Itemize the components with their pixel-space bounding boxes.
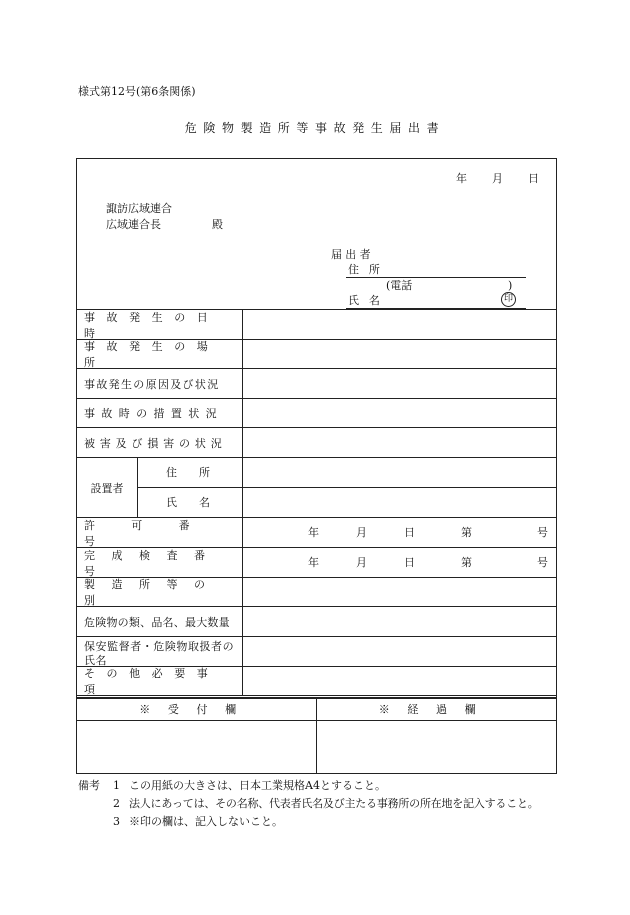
- label-facility-type: 製造所等の別: [84, 578, 222, 607]
- date-month: 月: [492, 172, 503, 185]
- row-divider: [137, 487, 556, 488]
- note-text: 法人にあっては、その名称、代表者氏名及び主たる事務所の所在地を記入すること。: [129, 797, 539, 810]
- inspection-go: 号: [537, 556, 548, 569]
- seal-mark: 印: [501, 292, 516, 307]
- address-underline: [346, 277, 526, 278]
- label-cause-status: 事故発生の原因及び状況: [84, 377, 220, 391]
- note-text: ※印の欄は、記入しないこと。: [129, 815, 283, 828]
- installer-column-divider: [137, 457, 138, 517]
- applicant-label: 届出者: [331, 248, 374, 261]
- permit-year: 年: [308, 526, 319, 539]
- label-accident-place: 事故発生の場所: [84, 340, 220, 369]
- label-installer: 設置者: [90, 481, 124, 495]
- addressee-org: 諏訪広域連合: [106, 202, 172, 215]
- note-number: 1: [113, 779, 120, 792]
- phone-open: (電話: [386, 279, 413, 292]
- date-year: 年: [456, 172, 467, 185]
- inspection-year: 年: [308, 556, 319, 569]
- note-number: 3: [113, 815, 120, 828]
- progress-header: ※経過欄: [378, 703, 494, 716]
- permit-go: 号: [537, 526, 548, 539]
- date-day: 日: [528, 172, 539, 185]
- inspection-day: 日: [404, 556, 415, 569]
- label-measures: 事故時の措置状況: [84, 407, 224, 420]
- applicant-address-label: 住所: [348, 263, 390, 276]
- permit-month: 月: [356, 526, 367, 539]
- label-installer-name: 氏名: [166, 496, 232, 509]
- label-damage: 被害及び損害の状況: [84, 436, 227, 450]
- inspection-month: 月: [356, 556, 367, 569]
- permit-dai: 第: [461, 526, 472, 539]
- label-column-divider: [242, 309, 243, 696]
- addressee-honorific: 殿: [212, 218, 223, 231]
- label-other: その他必要事項: [84, 667, 220, 696]
- row-divider: [76, 636, 556, 637]
- phone-close: ): [508, 279, 513, 292]
- note-number: 2: [113, 797, 120, 810]
- applicant-name-label: 氏名: [348, 294, 390, 307]
- addressee-title: 広域連合長: [106, 218, 161, 231]
- reception-header: ※受付欄: [139, 703, 254, 716]
- label-permit-number: 許可番号: [84, 518, 226, 548]
- label-accident-datetime: 事故発生の日時: [84, 310, 220, 340]
- inspection-dai: 第: [461, 556, 472, 569]
- form-number: 様式第12号(第6条関係): [78, 85, 196, 98]
- row-divider: [76, 457, 556, 458]
- note-text: この用紙の大きさは、日本工業規格A4とすること。: [129, 779, 386, 792]
- form-title: 危険物製造所等事故発生届出書: [184, 121, 446, 135]
- label-installer-address: 住所: [166, 466, 232, 479]
- permit-day: 日: [404, 526, 415, 539]
- label-supervisor: 保安監督者・危険物取扱者の氏名: [84, 640, 235, 667]
- label-inspection-number: 完成検査番号: [84, 548, 222, 578]
- notes-label: 備考: [78, 779, 100, 792]
- label-hazmat: 危険物の類、品名、最大数量: [84, 615, 230, 629]
